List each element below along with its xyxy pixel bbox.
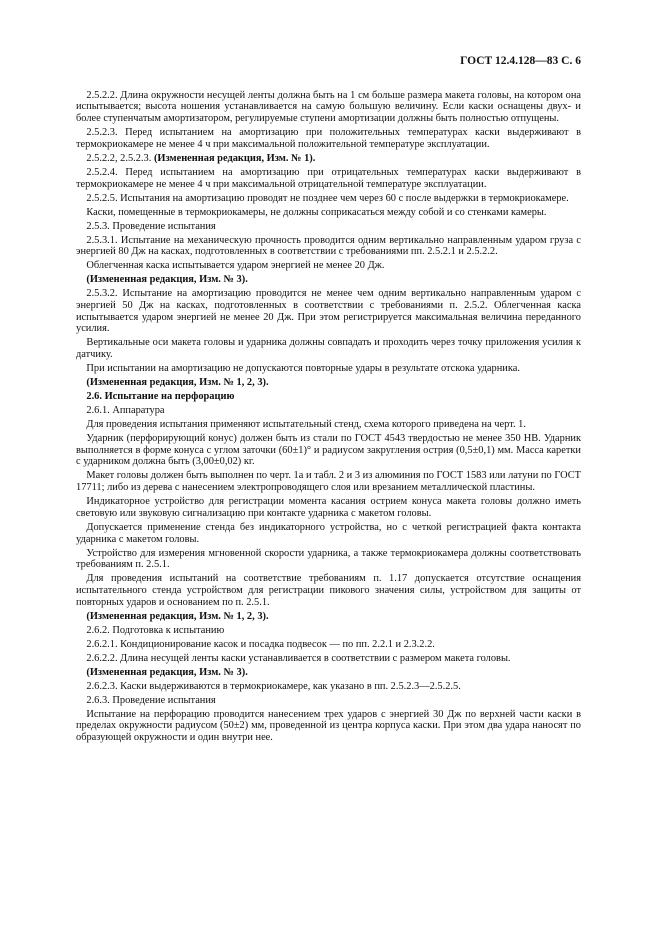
page-header: ГОСТ 12.4.128—83 С. 6 [460,55,581,67]
paragraph: 2.6.2.1. Кондиционирование касок и посадка подвесок — по пп. 2.2.1 и 2.3.2.2. [86,638,435,650]
amendment-note: (Измененная редакция, Изм. № 3). [86,274,248,286]
paragraph: 2.5.2.5. Испытания на амортизацию проводят не позднее чем через 60 с после выдержки в термокриокамере. [86,192,569,204]
paragraph: Допускается применение стенда без индикаторного устройства, но с четкой регистрацией факта контакта ударника с макетом головы. [76,521,581,545]
amendment-note: (Измененная редакция, Изм. № 3). [86,666,248,678]
paragraph: 2.6.2.2. Длина несущей ленты каски устанавливается в соответствии с размером макета головы. [86,652,511,664]
paragraph: Каски, помещенные в термокриокамеры, не должны соприкасаться между собой и со стенками камеры. [86,206,547,218]
paragraph: Для проведения испытания применяют испытательный стенд, схема которого приведена на черт. 1. [86,419,526,431]
section-heading: 2.5.3. Проведение испытания [86,220,216,232]
paragraph: Вертикальные оси макета головы и ударника должны совпадать и проходить через точку приложения усилия к датчику. [76,337,581,361]
section-heading: 2.6.2. Подготовка к испытанию [86,624,225,636]
amendment-ref: 2.5.2.2, 2.5.2.3. [86,152,154,164]
paragraph: Для проведения испытаний на соответствие требованиям п. 1.17 допускается отсутствие оснащения испытательного стенда устройством для регистрации пикового значения силы, устройством для защиты от повторных ударов и основанием по п. 2.5.1. [76,573,581,608]
paragraph: 2.5.2.3. Перед испытанием на амортизацию при положительных температурах каски выдерживают в термокриокамере не менее 4 ч при максимальной положительной температуре эксплуатации. [76,127,581,150]
paragraph-amendment-note [76,153,581,165]
section-heading: 2.6.1. Аппаратура [86,405,165,417]
body-text [76,90,581,744]
paragraph: 2.5.2.4. Перед испытанием на амортизацию при отрицательных температурах каски выдерживают в термокриокамере не менее 4 ч при максимальной отрицательной температуре эксплуатации. [76,166,581,190]
paragraph: Испытание на перфорацию проводится нанесением трех ударов с энергией 30 Дж по верхней части каски в пределах окружности радиусом (50±2) мм, проведенной из центра корпуса каски. При этом два удара наносят по образующей окружности и один внутри нее. [76,708,581,744]
amendment-note: (Измененная редакция, Изм. № 1, 2, 3). [86,610,269,622]
paragraph: 2.6.2.3. Каски выдерживаются в термокриокамере, как указано в пп. 2.5.2.3—2.5.2.5. [86,680,461,692]
amendment-bold: (Измененная редакция, Изм. № 1). [153,152,316,164]
paragraph: Ударник (перфорирующий конус) должен быть из стали по ГОСТ 4543 твердостью не менее 350 НВ. Ударник выполняется в форме конуса с углом заточки (60±1)° и радиусом закругления острия (0,5±0,1) мм. Масса каретки с ударником должна быть (3,00±0,02) кг. [76,433,581,468]
paragraph: Устройство для измерения мгновенной скорости ударника, а также термокриокамера должны соответствовать требованиям п. 2.5.1. [76,547,581,571]
amendment-note: (Измененная редакция, Изм. № 1, 2, 3). [86,377,269,389]
paragraph: Макет головы должен быть выполнен по черт. 1а и табл. 2 и 3 из алюминия по ГОСТ 1583 или латуни по ГОСТ 17711; либо из дерева с нанесением электропроводящего слоя или врезанием металлической пластины. [76,470,581,494]
paragraph: При испытании на амортизацию не допускаются повторные удары в результате отскока ударника. [86,363,520,375]
section-title: 2.6. Испытание на перфорацию [86,391,235,403]
paragraph: Индикаторное устройство для регистрации момента касания острием конуса макета головы должно иметь световую или звуковую сигнализацию при контакте ударника с макетом головы. [76,496,581,519]
section-heading: 2.6.3. Проведение испытания [86,694,216,706]
paragraph: 2.5.3.1. Испытание на механическую прочность проводится одним вертикально направленным ударом груза с энергией 80 Дж на касках, подготовленных в соответствии с требованиями пп. 2.5.2.1 и 2.5.2.2. [76,234,581,258]
paragraph: 2.5.2.2. Длина окружности несущей ленты должна быть на 1 см больше размера макета головы, на котором она испытывается; высота ношения устанавливается на самую большую величину. Если каски оснащены двух- и более ступенчатым амортизатором, регулируемые ступени амортизации должны быть полностью отпущены. [76,89,581,125]
paragraph: 2.5.3.2. Испытание на амортизацию проводится не менее чем одним вертикально направленным ударом с энергией 50 Дж на касках, подготовленных в соответствии с требованиями п. 2.5.2. Облегченная каска испытывается ударом энергией не менее 20 Дж. При этом регистрируется максимальная величина переданного усилия. [76,288,581,335]
paragraph: Облегченная каска испытывается ударом энергией не менее 20 Дж. [86,260,385,272]
